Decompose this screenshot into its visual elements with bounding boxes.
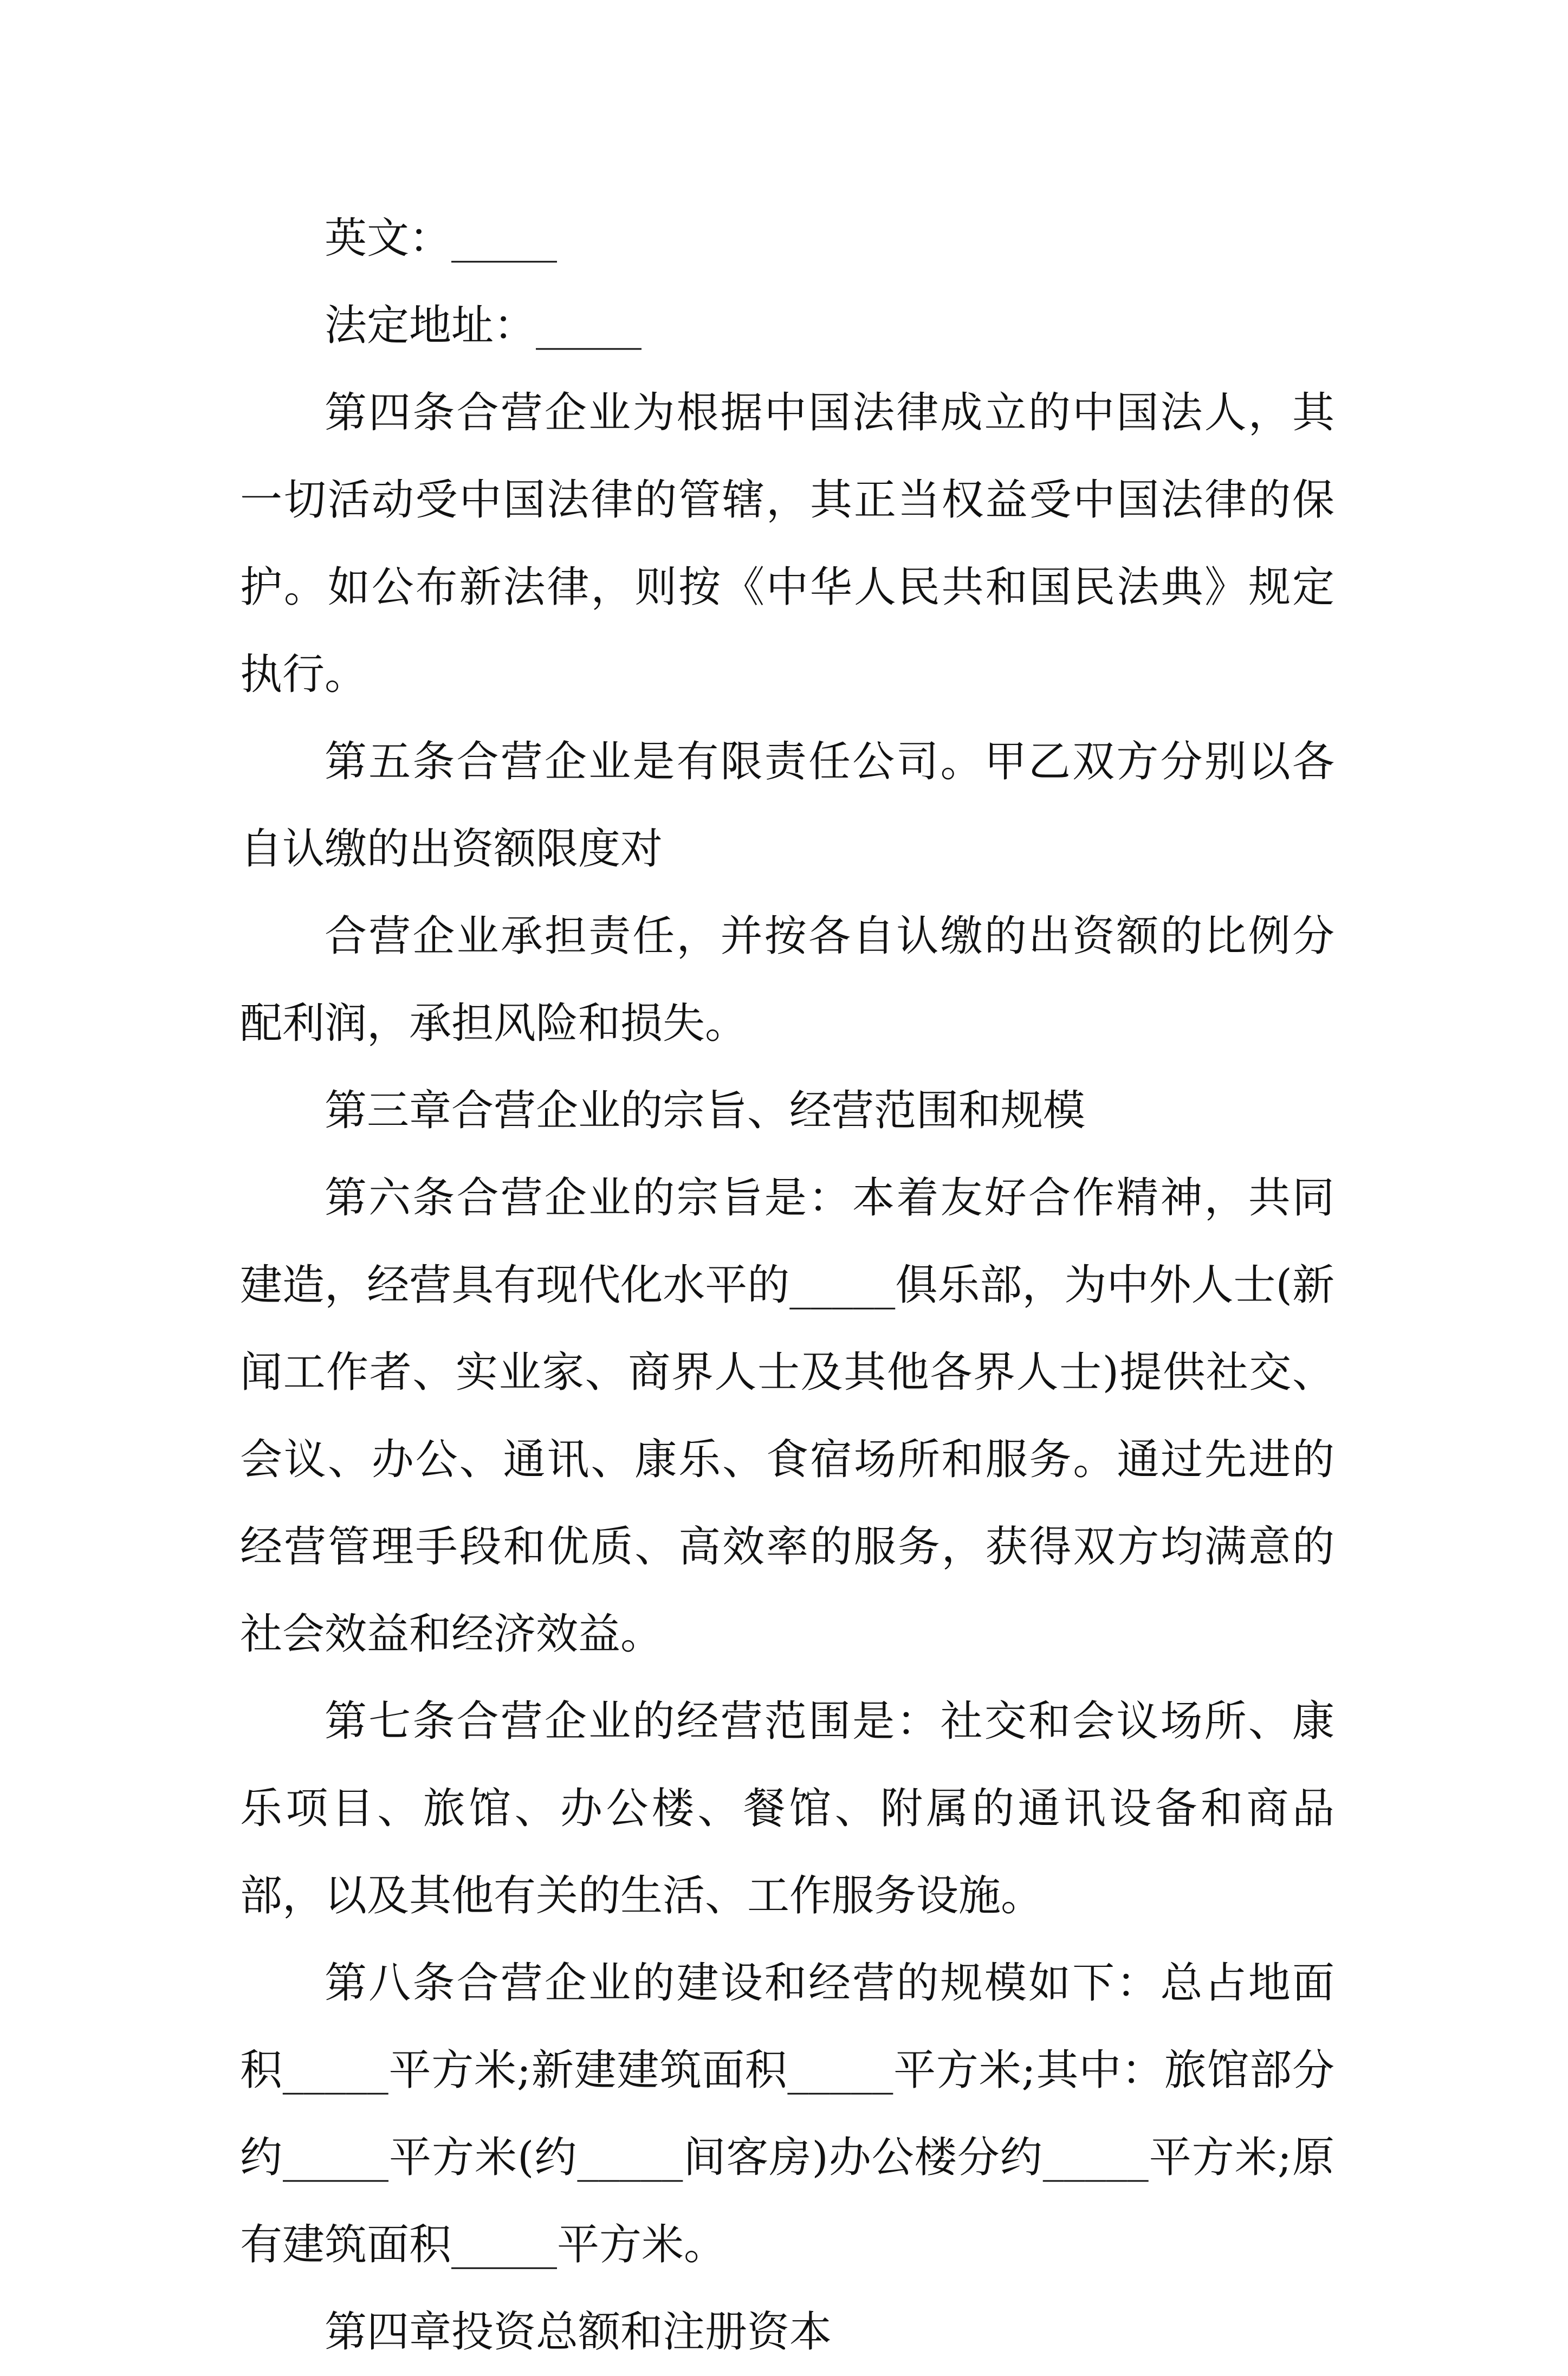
paragraph-article-6: 第六条合营企业的宗旨是：本着友好合作精神，共同建造，经营具有现代化水平的_____俱乐部，为中外人士(新闻工作者、实业家、商界人士及其他各界人士)提供社交、会议、办公、通讯、康乐、食宿场所和服务。通过先进的经营管理手段和优质、高效率的服务，获得双方均满意的社会效益和经济效益。 (240, 1174, 1334, 1659)
paragraph-article-7: 第七条合营企业的经营范围是：社交和会议场所、康乐项目、旅馆、办公楼、餐馆、附属的通讯设备和商品部，以及其他有关的生活、工作服务设施。 (240, 1697, 1334, 1920)
document-body (240, 195, 1334, 2376)
paragraph-article-5: 第五条合营企业是有限责任公司。甲乙双方分别以各自认缴的出资额限度对 (240, 737, 1334, 873)
paragraph-legal-address: 法定地址：_____ (325, 301, 642, 350)
paragraph-article-5-continued: 合营企业承担责任，并按各自认缴的出资额的比例分配利润，承担风险和损失。 (240, 912, 1334, 1048)
paragraph-english-name: 英文：_____ (325, 214, 558, 263)
chapter-3-heading: 第三章合营企业的宗旨、经营范围和规模 (325, 1086, 1086, 1135)
chapter-4-heading: 第四章投资总额和注册资本 (325, 2308, 832, 2356)
paragraph-article-4: 第四条合营企业为根据中国法律成立的中国法人，其一切活动受中国法律的管辖，其正当权益受中国法律的保护。如公布新法律，则按《中华人民共和国民法典》规定执行。 (240, 389, 1334, 699)
paragraph-article-8: 第八条合营企业的建设和经营的规模如下：总占地面积_____平方米;新建建筑面积_____平方米;其中：旅馆部分约_____平方米(约_____间客房)办公楼分约_____平方米;原有建筑面积_____平方米。 (240, 1959, 1334, 2269)
